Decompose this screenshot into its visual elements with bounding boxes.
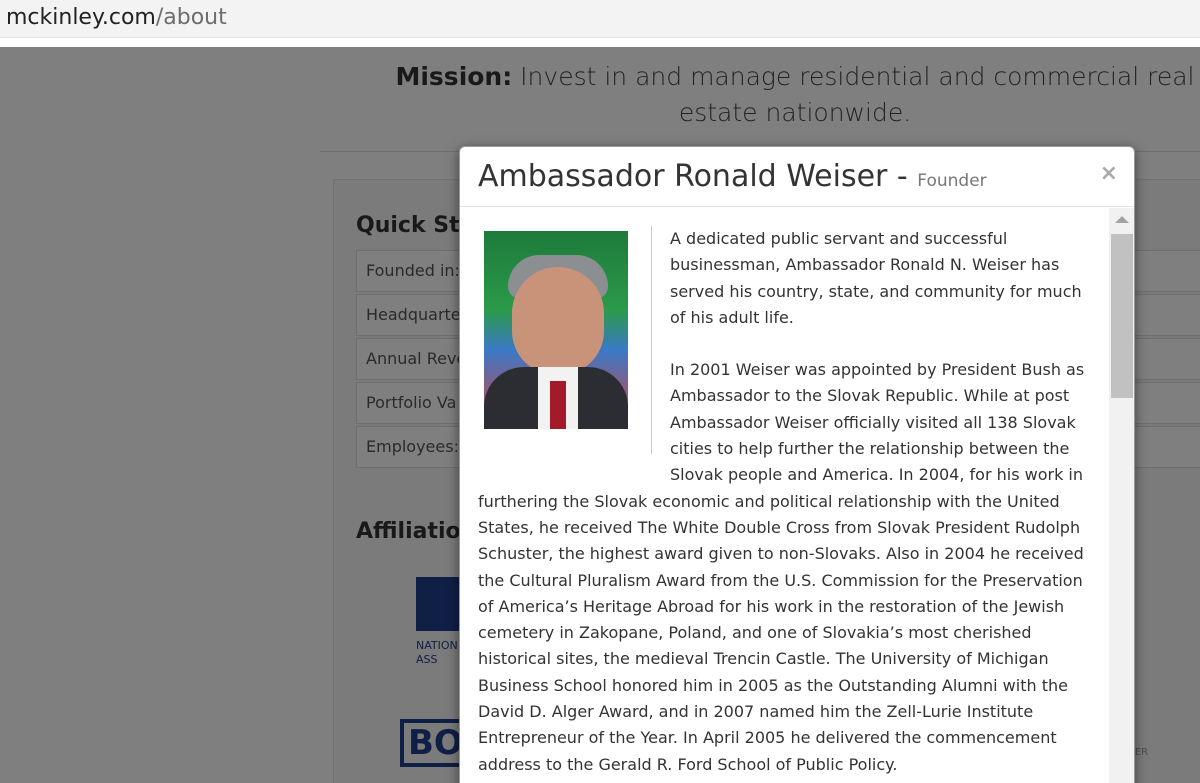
bio-paragraph-2: In 2001 Weiser was appointed by President Bush as Ambassador to the Slovak Republic. While at post Ambassador Weiser officially visited all 138 Slovak cities to help further the relationship between the Slovak people and America. In 2004, for his work in furthering the Slovak economic and political relationship with the United States, he received The White Double Cross from Slovak President Rudolph Schuster, the highest award given to non-Slovaks. Also in 2004 he received the Cultural Pluralism Award from the U.S. Commission for the Preservation of America’s Heritage Abroad for his work in the restoration of the Jewish cemetery in Zakopane, Poland, and one of Slovakia’s most cherished historical sites, the medieval Trencin Castle. The University of Michigan Business School honored him in 2005 as the Outstanding Alumni with the David D. Alger Award, and in 2007 named him the Zell-Lurie Institute Entrepreneur of the Year. In April 2005 he delivered the commencement address to the Gerald R. Ford School of Public Policy. — [478, 360, 1085, 774]
photo-container — [484, 226, 652, 454]
portrait-face — [512, 267, 604, 375]
scrollbar-thumb[interactable] — [1111, 234, 1133, 398]
portrait-photo — [484, 231, 628, 429]
person-role: Founder — [917, 171, 987, 191]
toolbar-gap — [0, 38, 1200, 47]
close-icon[interactable]: × — [1099, 161, 1118, 186]
person-name: Ambassador Ronald Weiser — [478, 159, 888, 194]
modal-header — [460, 147, 1135, 207]
modal-scrollbar[interactable] — [1109, 208, 1135, 783]
modal-body — [460, 208, 1110, 783]
url-domain: mckinley.com — [6, 5, 156, 30]
bio-paragraph-1: A dedicated public servant and successful businessman, Ambassador Ronald N. Weiser has served his country, state, and community for much of his adult life. — [670, 229, 1082, 327]
url-text[interactable] — [6, 4, 227, 32]
portrait-tie — [550, 381, 566, 429]
modal-title — [478, 159, 987, 199]
address-bar[interactable] — [0, 0, 1200, 38]
url-path: /about — [155, 5, 227, 30]
bio-modal — [459, 146, 1135, 783]
title-separator: - — [887, 159, 918, 194]
scroll-up-arrow-icon[interactable] — [1115, 216, 1129, 223]
